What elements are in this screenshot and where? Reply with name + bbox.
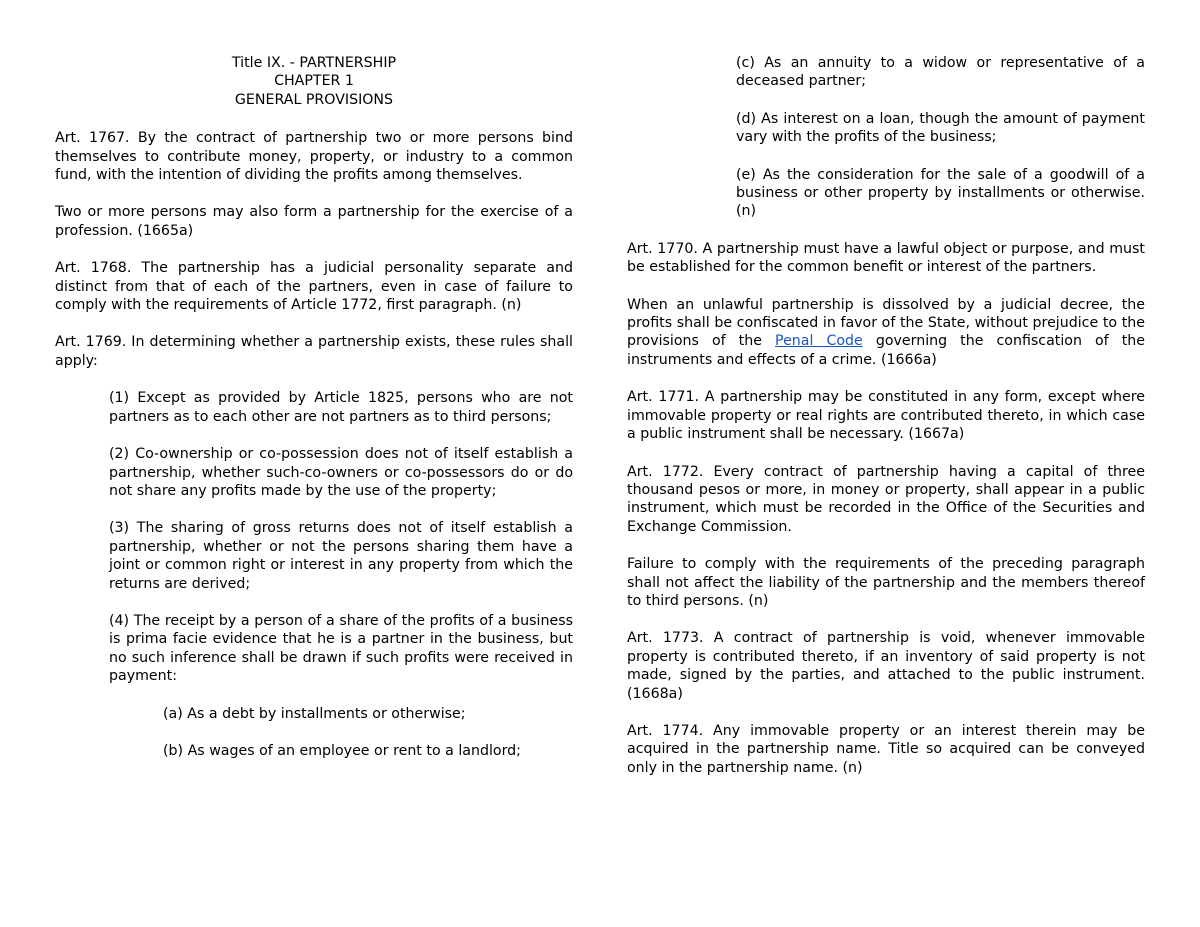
right-column — [627, 54, 1145, 796]
left-column — [55, 54, 573, 779]
article-1769: Art. 1769. In determining whether a partnership exists, these rules shall apply: — [55, 334, 573, 369]
article-1774: Art. 1774. Any immovable property or an interest therein may be acquired in the partnership name. Title so acquired can be conveyed only in the partnership name. (n) — [627, 722, 1145, 776]
section-subtitle: GENERAL PROVISIONS — [234, 91, 394, 108]
article-1768: Art. 1768. The partnership has a judicial personality separate and distinct from that of each of the partners, even in case of failure to comply with the requirements of Article 1772, first paragraph. (n) — [55, 260, 573, 314]
penal-code-link[interactable]: Penal Code — [775, 333, 863, 350]
rule-1: (1) Except as provided by Article 1825, persons who are not partners as to each other are not partners as to third persons; — [109, 390, 573, 425]
article-1772-paragraph-1: Art. 1772. Every contract of partnership having a capital of three thousand pesos or more, in money or property, shall appear in a public instrument, which must be recorded in the Office of the Securities and Exchange Commission. — [627, 463, 1145, 535]
rule-2: (2) Co-ownership or co-possession does not of itself establish a partnership, whether such-co-owners or co-possessors do or do not share any profits made by the use of the property; — [109, 446, 573, 499]
title: Title IX. - PARTNERSHIP — [231, 55, 397, 71]
rule-4: (4) The receipt by a person of a share of the profits of a business is prima facie evidence that he is a partner in the business, but no such inference shall be drawn if such profits were received in payment: — [109, 612, 573, 685]
article-1773: Art. 1773. A contract of partnership is void, whenever immovable property is contributed thereto, if an inventory of said property is not made, signed by the parties, and attached to the public instrument. (1668a) — [627, 630, 1145, 702]
subrule-c: (c) As an annuity to a widow or representative of a deceased partner; — [736, 55, 1145, 90]
article-1770-text-before: When an unlawful partnership is dissolved by a judicial decree, the profits shall be confiscated in favor of the State, without prejudice to the provisions of the — [627, 296, 1145, 350]
subrule-e: (e) As the consideration for the sale of a goodwill of a business or other property by installments or otherwise. (n) — [736, 166, 1145, 220]
subrule-b: (b) As wages of an employee or rent to a landlord; — [163, 742, 521, 759]
rule-3: (3) The sharing of gross returns does not of itself establish a partnership, whether or not the persons sharing them have a joint or common right or interest in any property from which the returns are derived; — [109, 520, 573, 592]
article-1772-paragraph-2: Failure to comply with the requirements of the preceding paragraph shall not affect the liability of the partnership and the members thereof to third persons. (n) — [627, 556, 1145, 609]
subrule-a: (a) As a debt by installments or otherwise; — [163, 705, 466, 722]
subrule-d: (d) As interest on a loan, though the amount of payment vary with the profits of the business; — [736, 110, 1145, 146]
chapter-label: CHAPTER 1 — [274, 73, 354, 90]
article-1767-paragraph-2: Two or more persons may also form a partnership for the exercise of a profession. (1665a) — [55, 204, 573, 239]
article-1770-text-after: governing the confiscation of the instruments and effects of a crime. (1666a) — [627, 333, 1145, 368]
article-1771: Art. 1771. A partnership may be constituted in any form, except where immovable property or real rights are contributed thereto, in which case a public instrument shall be necessary. (1667a) — [627, 389, 1145, 443]
article-1767-paragraph-1: Art. 1767. By the contract of partnership two or more persons bind themselves to contribute money, property, or industry to a common fund, with the intention of dividing the profits among themselves. — [55, 130, 573, 184]
article-1770-paragraph-2 — [627, 296, 1145, 370]
document-heading — [55, 54, 573, 109]
article-1770-paragraph-1: Art. 1770. A partnership must have a lawful object or purpose, and must be established for the common benefit or interest of the partners. — [627, 240, 1145, 276]
